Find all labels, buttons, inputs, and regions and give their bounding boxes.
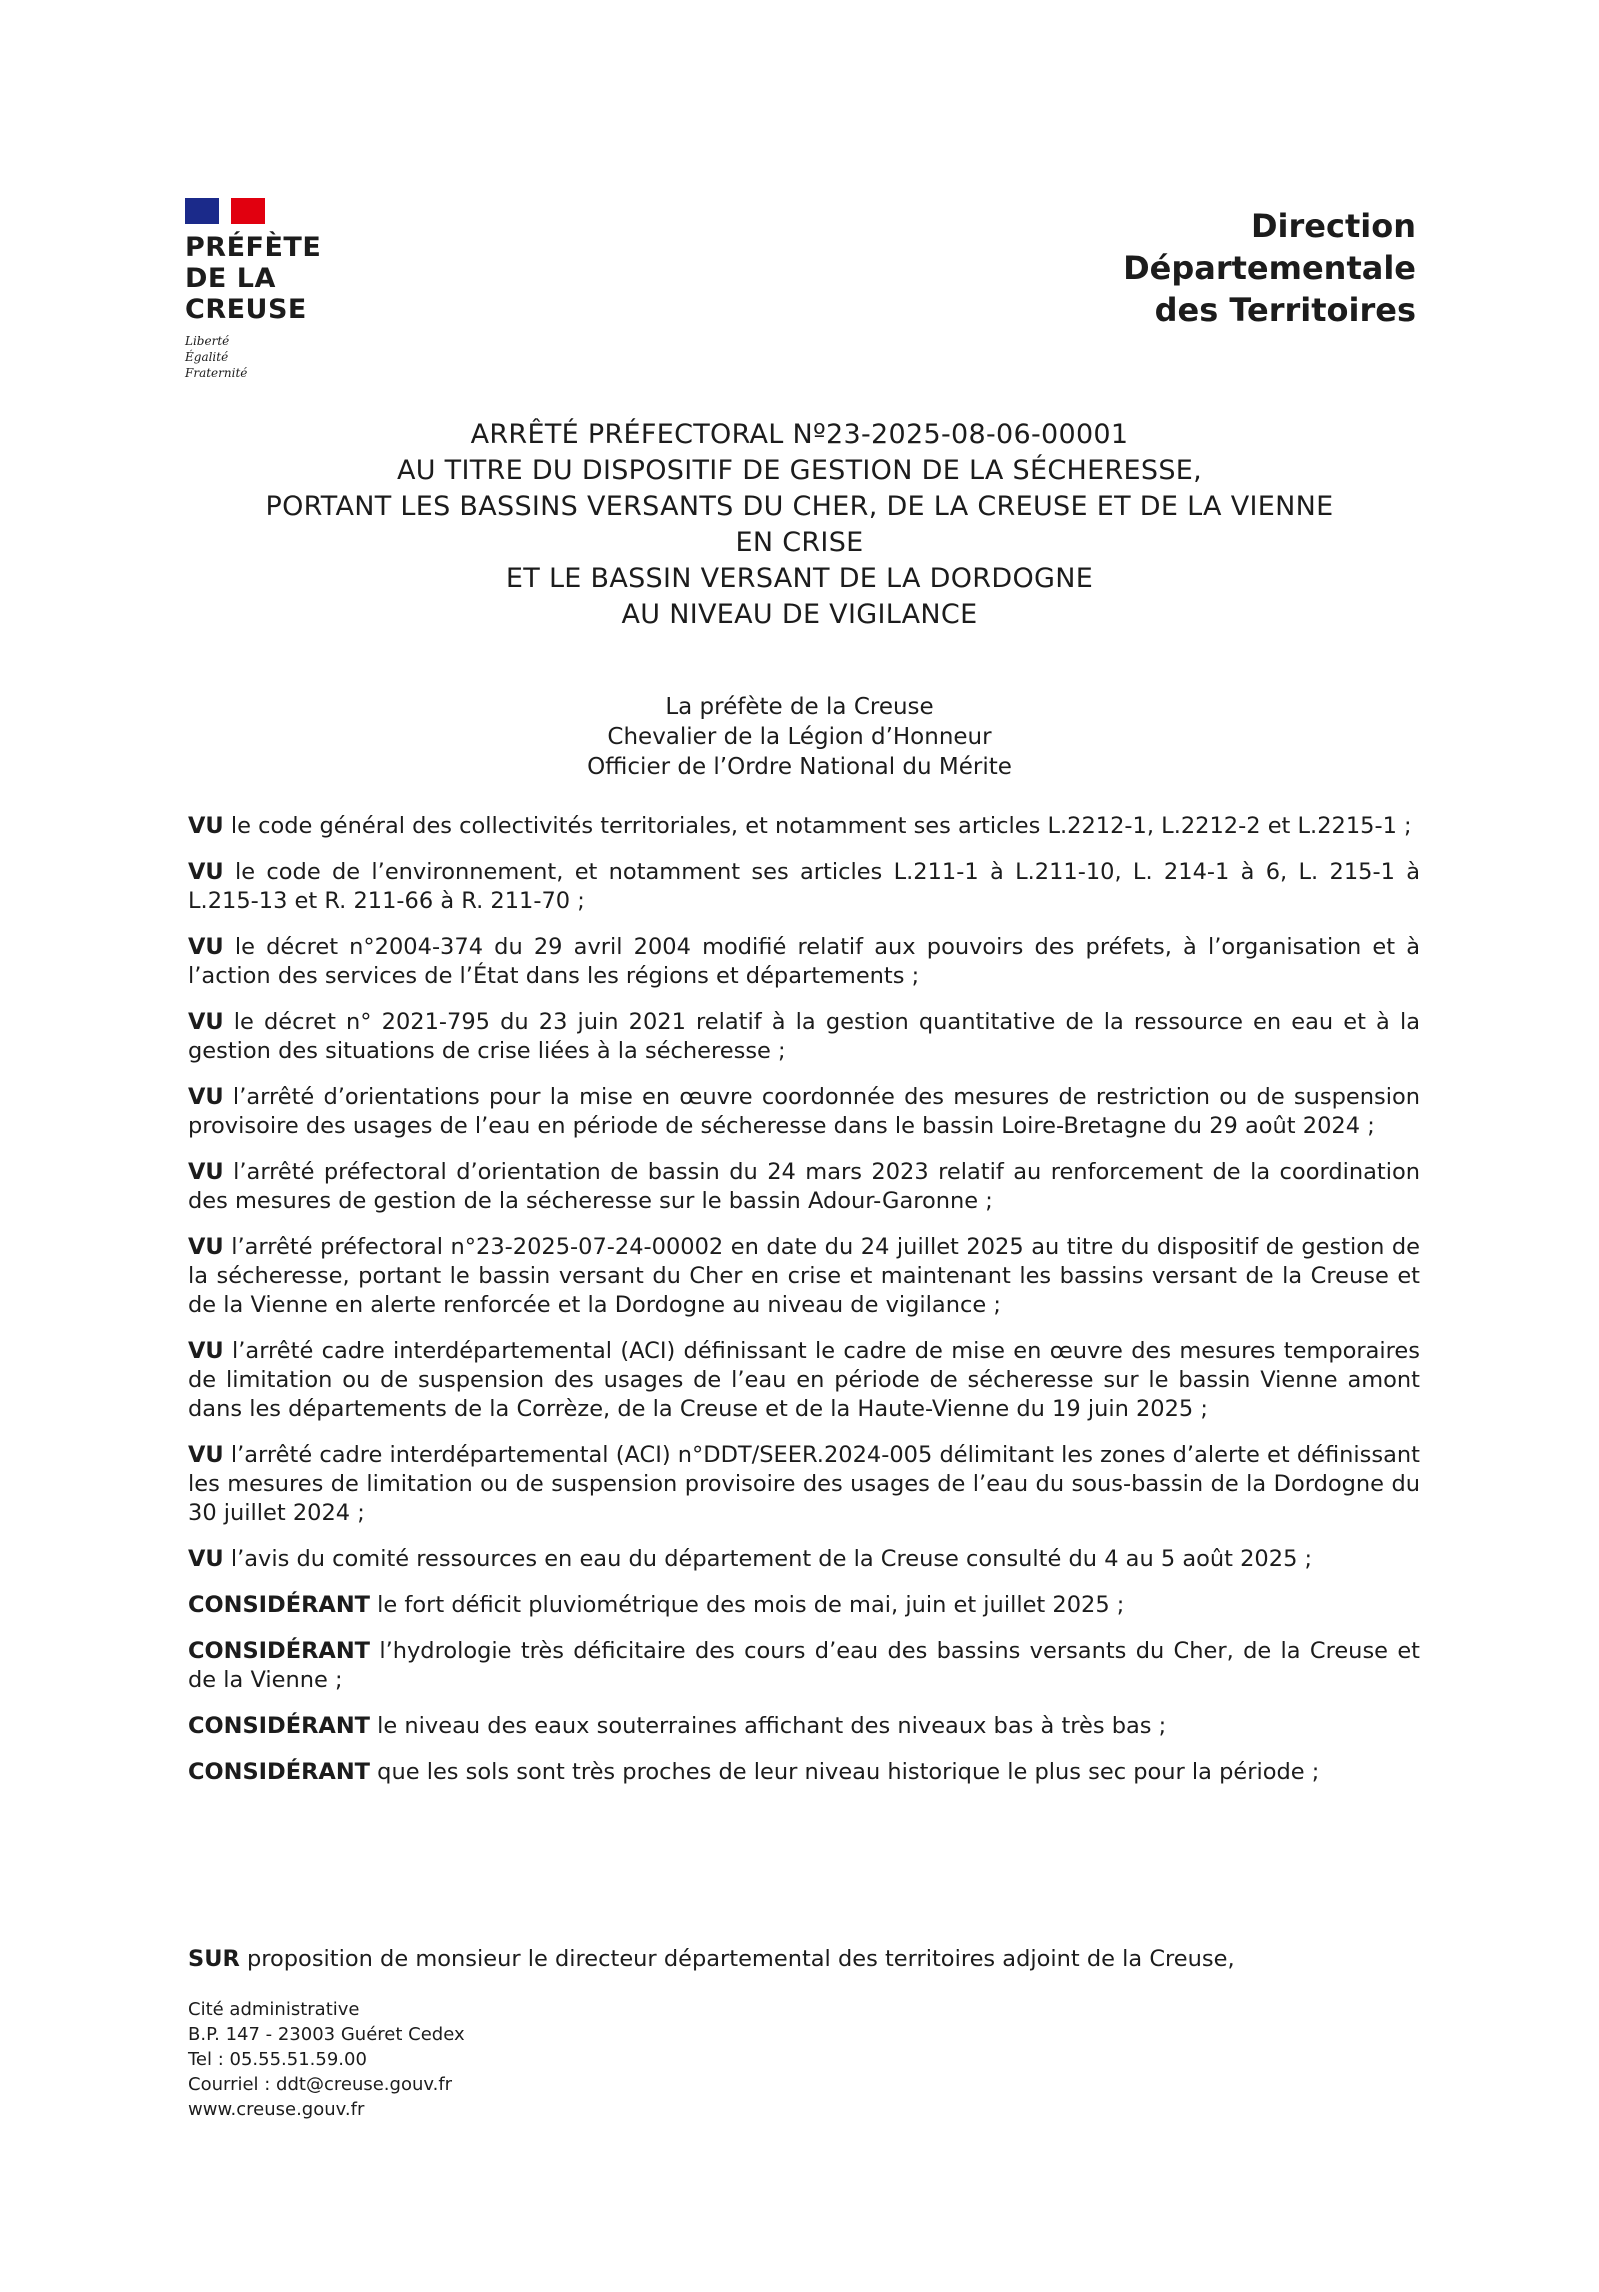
recital-text: le décret n°2004-374 du 29 avril 2004 modifié relatif aux pouvoirs des préfets, à l’organisation et à l’action des services de l’État dans les régions et départements ; <box>188 934 1420 989</box>
consideration-paragraph <box>188 1712 1420 1741</box>
republic-logo <box>185 198 405 381</box>
recital-text: l’arrêté cadre interdépartemental (ACI) n°DDT/SEER.2024-005 délimitant les zones d’alerte et définissant les mesures de limitation ou de suspension provisoire des usages de l’eau du sous-bassin de la Dordogne du 30 juillet 2024 ; <box>188 1442 1420 1526</box>
recital-paragraph <box>188 933 1420 991</box>
direction-line1: Direction <box>1250 207 1416 245</box>
motto-egalite: Égalité <box>185 350 229 364</box>
recital-keyword: VU <box>188 934 224 960</box>
consideration-keyword: CONSIDÉRANT <box>188 1713 371 1739</box>
recital-keyword: VU <box>188 1084 224 1110</box>
consideration-text: l’hydrologie très déficitaire des cours d’eau des bassins versants du Cher, de la Creuse et de la Vienne ; <box>188 1638 1420 1693</box>
recital-paragraph <box>188 812 1420 841</box>
consideration-text: le fort déficit pluviométrique des mois de mai, juin et juillet 2025 ; <box>370 1592 1125 1618</box>
recital-text: l’avis du comité ressources en eau du département de la Creuse consulté du 4 au 5 août 2025 ; <box>223 1546 1313 1572</box>
recital-text: l’arrêté cadre interdépartemental (ACI) définissant le cadre de mise en œuvre des mesures temporaires de limitation ou de suspension des usages de l’eau en période de sécheresse sur le bassin Vienne amont dans les départements de la Corrèze, de la Creuse et de la Haute-Vienne du 19 juin 2025 ; <box>188 1338 1420 1422</box>
proposal-paragraph <box>188 1945 1420 1974</box>
consideration-paragraph <box>188 1637 1420 1695</box>
recital-text: le code de l’environnement, et notamment ses articles L.211-1 à L.211-10, L. 214-1 à 6, L. 215-1 à L.215-13 et R. 211-66 à R. 211-70 ; <box>188 859 1420 914</box>
proposal-keyword: SUR <box>188 1946 240 1972</box>
recital-keyword: VU <box>188 1234 224 1260</box>
consideration-text: que les sols sont très proches de leur niveau historique le plus sec pour la période ; <box>370 1759 1320 1785</box>
recital-keyword: VU <box>188 1159 224 1185</box>
recital-paragraph <box>188 1158 1420 1216</box>
recital-text: l’arrêté d’orientations pour la mise en œuvre coordonnée des mesures de restriction ou de suspension provisoire des usages de l’eau en période de sécheresse dans le bassin Loire-Bretagne du 29 août 2024 ; <box>188 1084 1420 1139</box>
title-line: AU NIVEAU DE VIGILANCE <box>621 599 978 630</box>
consideration-text: le niveau des eaux souterraines affichant des niveaux bas à très bas ; <box>370 1713 1167 1739</box>
signatory-line: Officier de l’Ordre National du Mérite <box>587 754 1012 780</box>
recital-keyword: VU <box>188 859 224 885</box>
proposal-text: proposition de monsieur le directeur départemental des territoires adjoint de la Creuse, <box>239 1946 1235 1972</box>
contact-footer <box>188 1997 465 2122</box>
recital-keyword: VU <box>188 1009 224 1035</box>
recital-paragraph <box>188 1441 1420 1528</box>
signatory-block <box>0 692 1599 782</box>
signatory-line: Chevalier de la Légion d’Honneur <box>607 724 992 750</box>
title-line: ARRÊTÉ PRÉFECTORAL Nº23-2025-08-06-00001 <box>470 419 1129 450</box>
title-line: AU TITRE DU DISPOSITIF DE GESTION DE LA SÉCHERESSE, <box>396 455 1203 486</box>
recital-text: l’arrêté préfectoral d’orientation de bassin du 24 mars 2023 relatif au renforcement de la coordination des mesures de gestion de la sécheresse sur le bassin Adour-Garonne ; <box>188 1159 1420 1214</box>
footer-postal-line: B.P. 147 - 23003 Guéret Cedex <box>188 2024 465 2045</box>
recital-paragraph <box>188 1337 1420 1424</box>
recital-paragraph <box>188 1083 1420 1141</box>
motto-fraternite: Fraternité <box>185 366 248 380</box>
title-line: EN CRISE <box>735 527 864 558</box>
recital-text: l’arrêté préfectoral n°23-2025-07-24-00002 en date du 24 juillet 2025 au titre du dispositif de gestion de la sécheresse, portant le bassin versant du Cher en crise et maintenant les bassins versant de la Creuse et de la Vienne en alerte renforcée et la Dordogne au niveau de vigilance ; <box>188 1234 1420 1318</box>
republic-motto <box>185 333 405 381</box>
footer-address-line: Cité administrative <box>188 1999 360 2020</box>
consideration-paragraph <box>188 1758 1420 1787</box>
signatory-line: La préfète de la Creuse <box>665 694 934 720</box>
recital-text: le décret n° 2021-795 du 23 juin 2021 relatif à la gestion quantitative de la ressource en eau et à la gestion des situations de crise liées à la sécheresse ; <box>188 1009 1420 1064</box>
prefecture-name-line1: PRÉFÈTE <box>185 232 322 263</box>
consideration-keyword: CONSIDÉRANT <box>188 1592 371 1618</box>
recital-paragraph <box>188 858 1420 916</box>
recital-text: le code général des collectivités territoriales, et notamment ses articles L.2212-1, L.2212-2 et L.2215-1 ; <box>223 813 1412 839</box>
direction-line3: des Territoires <box>1154 291 1416 329</box>
title-line: PORTANT LES BASSINS VERSANTS DU CHER, DE LA CREUSE ET DE LA VIENNE <box>265 491 1334 522</box>
footer-email: Courriel : ddt@creuse.gouv.fr <box>188 2074 453 2095</box>
consideration-paragraph <box>188 1591 1420 1620</box>
footer-phone: Tel : 05.55.51.59.00 <box>188 2049 367 2070</box>
recital-keyword: VU <box>188 1546 224 1572</box>
motto-liberte: Liberté <box>185 334 230 348</box>
legal-basis <box>188 812 1420 1804</box>
recital-keyword: VU <box>188 1338 224 1364</box>
consideration-keyword: CONSIDÉRANT <box>188 1638 371 1664</box>
direction-line2: Départementale <box>1123 249 1416 287</box>
recital-paragraph <box>188 1233 1420 1320</box>
decree-title <box>0 417 1599 633</box>
consideration-keyword: CONSIDÉRANT <box>188 1759 371 1785</box>
issuing-direction <box>1123 205 1416 331</box>
recital-keyword: VU <box>188 813 224 839</box>
recital-keyword: VU <box>188 1442 224 1468</box>
recital-paragraph <box>188 1545 1420 1574</box>
marianne-flag-icon <box>185 198 265 224</box>
recital-paragraph <box>188 1008 1420 1066</box>
title-line: ET LE BASSIN VERSANT DE LA DORDOGNE <box>505 563 1094 594</box>
footer-website: www.creuse.gouv.fr <box>188 2099 365 2120</box>
prefecture-name-line2: DE LA CREUSE <box>185 263 307 325</box>
